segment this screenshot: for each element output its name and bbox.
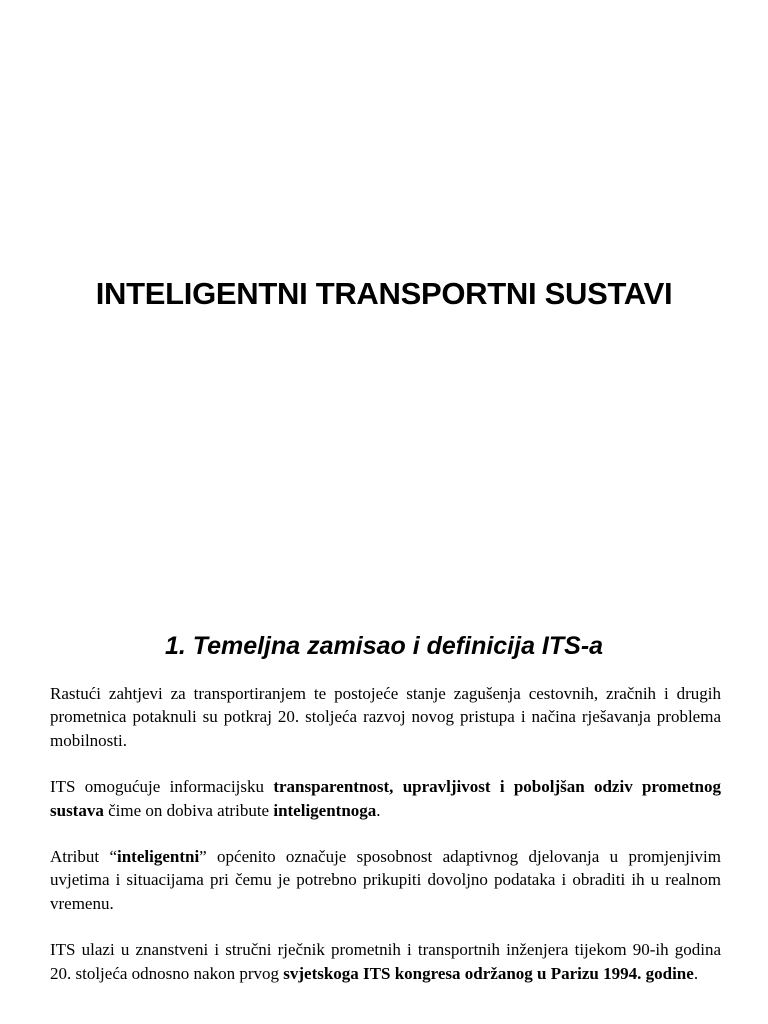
paragraph-attribute-intelligent xyxy=(50,845,721,915)
paragraph-text: ” općenito označuje sposobnost adaptivnog djelovanja u promjenjivim uvjetima i situacijama pri čemu je potrebno prikupiti dovoljno podataka i obraditi ih u realnom vremenu. xyxy=(50,847,721,913)
paragraph-emphasis: inteligentni xyxy=(117,847,200,867)
paragraph-growing-demands xyxy=(50,682,721,752)
paragraph-text: Atribut “ xyxy=(50,847,117,867)
paragraph-its-history xyxy=(50,938,721,985)
paragraph-emphasis: transparentnost, upravljivost i poboljšan odziv prometnog sustava xyxy=(50,777,721,820)
paragraph-emphasis: inteligentnoga xyxy=(273,800,377,820)
paragraph-text: ITS omogućuje informacijsku xyxy=(50,777,274,797)
paragraph-text: ITS ulazi u znanstveni i stručni rječnik prometnih i transportnih inženjera tijekom 90-ih godina 20. stoljeća odnosno nakon prvog xyxy=(50,940,721,983)
paragraph-text: . xyxy=(693,963,699,983)
paragraph-its-enables xyxy=(50,775,721,822)
paragraph-text: . xyxy=(376,800,381,820)
page-title: INTELIGENTNI TRANSPORTNI SUSTAVI xyxy=(95,276,673,311)
section-heading: 1. Temeljna zamisao i definicija ITS-a xyxy=(164,632,604,660)
body-text xyxy=(50,682,721,1008)
paragraph-text: Rastući zahtjevi za transportiranjem te postojeće stanje zagušenja cestovnih, zračnih i drugih prometnica potaknuli su potkraj 20. stoljeća razvoj novog pristupa i načina rješavanja problema mobilnosti. xyxy=(50,684,721,750)
paragraph-emphasis: svjetskoga ITS kongresa održanog u Parizu 1994. godine xyxy=(283,963,694,983)
paragraph-text: čime on dobiva atribute xyxy=(103,800,274,820)
